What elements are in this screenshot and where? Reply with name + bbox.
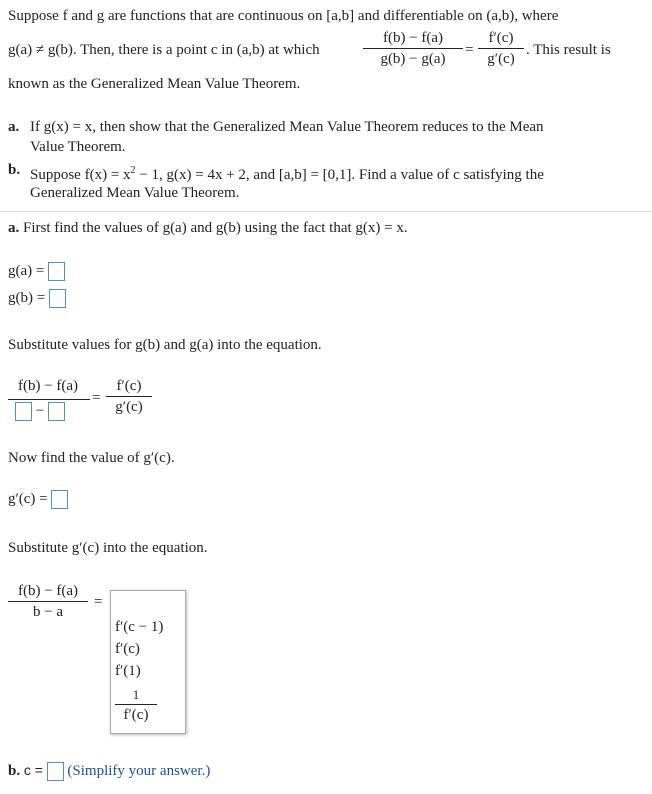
gb-label: g(b) = xyxy=(8,289,46,306)
step2-fraction-bar xyxy=(8,399,90,400)
choice4-denominator: f′(c) xyxy=(115,704,157,724)
intro-line1: Suppose f and g are functions that are continuous on [a,b] and differentiable on (a,b), where xyxy=(8,8,559,24)
ga-substitute-input[interactable] xyxy=(48,402,65,421)
part-b-line1: Suppose $f(x) = x^2 - 1$, g(x) = 4x + 2, and [a,b] = [0,1]. Find a value of c satisfying the xyxy=(30,165,544,183)
intro-fraction-left xyxy=(363,30,463,68)
step4-equals: = xyxy=(94,594,103,610)
simplify-hint: (Simplify your answer.) xyxy=(67,763,211,779)
gprime-input[interactable] xyxy=(51,490,68,509)
gb-substitute-input[interactable] xyxy=(15,402,32,421)
gprime-label: g′(c) = xyxy=(8,490,48,507)
choice-f-prime-c[interactable]: f′(c) xyxy=(115,641,140,657)
step3-instruction: Now find the value of g′(c). xyxy=(8,450,175,466)
intro-line3: known as the Generalized Mean Value Theorem. xyxy=(8,76,301,92)
step2-instruction: Substitute values for g(b) and g(a) into the equation. xyxy=(8,337,322,353)
answer-label: b. xyxy=(8,763,21,779)
divider xyxy=(0,211,652,212)
step2-right-fraction xyxy=(106,378,152,416)
step2-numerator: f(b) − f(a) xyxy=(17,378,79,394)
answer-choices-dropdown[interactable] xyxy=(110,590,186,734)
answer-row xyxy=(8,762,210,781)
intro-line2-text: g(a) ≠ g(b). Then, there is a point c in (a,b) at which xyxy=(8,42,320,58)
part-a-line1: If g(x) = x, then show that the Generalized Mean Value Theorem reduces to the Mean xyxy=(30,119,544,135)
part-b-label: b. xyxy=(8,162,21,178)
step1-instruction: a. First find the values of g(a) and g(b) using the fact that g(x) = x. xyxy=(8,220,408,236)
choice-f-prime-c-minus-1[interactable]: f′(c − 1) xyxy=(115,619,164,635)
step4-instruction: Substitute g′(c) into the equation. xyxy=(8,540,208,556)
intro-frac2-numerator: f′(c) xyxy=(488,30,514,46)
part-b-line2: Generalized Mean Value Theorem. xyxy=(30,185,240,201)
gb-input[interactable] xyxy=(49,289,66,308)
choice-one-over-f-prime-c[interactable] xyxy=(115,687,157,724)
c-label: c = xyxy=(23,762,43,778)
intro-frac1-denominator: g(b) − g(a) xyxy=(363,48,463,68)
ga-row xyxy=(8,262,65,281)
c-input[interactable] xyxy=(47,762,64,781)
intro-line2-post: . This result is xyxy=(526,42,611,58)
step4-left-fraction xyxy=(8,583,88,621)
gb-row xyxy=(8,289,66,308)
step2-equals: = xyxy=(92,390,101,406)
step2-right-denominator: g′(c) xyxy=(106,396,152,416)
step4-denominator: b − a xyxy=(8,601,88,621)
part-a-line2: Value Theorem. xyxy=(30,139,126,155)
choice-f-prime-1[interactable]: f′(1) xyxy=(115,663,141,679)
step4-numerator: f(b) − f(a) xyxy=(17,583,79,599)
intro-frac1-numerator: f(b) − f(a) xyxy=(382,30,444,46)
step2-denominator xyxy=(15,402,65,421)
ga-label: g(a) = xyxy=(8,262,45,279)
part-a-label: a. xyxy=(8,119,20,135)
gprime-row xyxy=(8,490,68,509)
intro-frac2-denominator: g′(c) xyxy=(478,48,524,68)
choice4-numerator: 1 xyxy=(132,687,140,702)
intro-equals: = xyxy=(465,42,474,58)
step2-minus: − xyxy=(35,402,45,419)
ga-input[interactable] xyxy=(48,262,65,281)
intro-fraction-right xyxy=(478,30,524,68)
step2-right-numerator: f′(c) xyxy=(116,378,142,394)
